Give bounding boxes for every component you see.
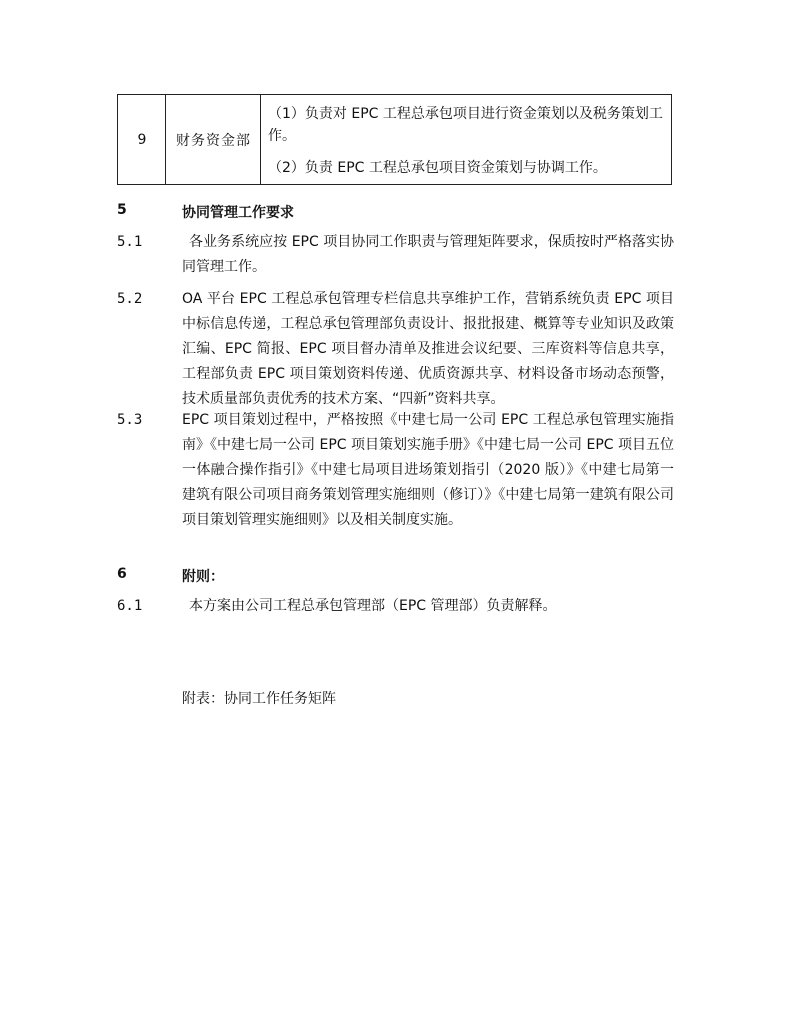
section-5-title: 协同管理工作要求 <box>182 205 294 221</box>
section-6-title: 附则： <box>182 569 224 585</box>
appendix-note: 附表：协同工作任务矩阵 <box>182 691 336 707</box>
item-5-3-text: EPC 项目策划过程中，严格按照《中建七局一公司 EPC 工程总承包管理实施指南》《中建七局一公司 EPC 项目策划实施手册》《中建七局一公司 EPC 项目五位一体融合操作指引》《中建七局项目进场策划指引（2020 版）》《中建七局第一建筑有限公司项目商务策划管理实施细则（修订）》《中建七局第一建筑有限公司项目策划管理实施细则》以及相关制度实施。 <box>182 412 674 528</box>
section-6-number: 6 <box>117 566 127 582</box>
table-cell-number: 9 <box>137 131 147 148</box>
section-5-number: 5 <box>117 202 127 218</box>
table-cell-duties <box>268 103 668 179</box>
item-5-3-number: 5.3 <box>117 412 143 428</box>
item-5-1-number: 5.1 <box>117 234 143 250</box>
item-5-2-text: OA 平台 EPC 工程总承包管理专栏信息共享维护工作，营销系统负责 EPC 项目中标信息传递，工程总承包管理部负责设计、报批报建、概算等专业知识及政策汇编、EPC 简报、EPC 项目督办清单及推进会议纪要、三库资料等信息共享，工程部负责 EPC 项目策划资料传递、优质资源共享、材料设备市场动态预警，技术质量部负责优秀的技术方案、“四新”资料共享。 <box>182 291 674 407</box>
duty-item-1: （1）负责对 EPC 工程总承包项目进行资金策划以及税务策划工作。 <box>268 106 663 144</box>
duty-item-2: （2）负责 EPC 工程总承包项目资金策划与协调工作。 <box>268 160 607 176</box>
item-5-2-number: 5.2 <box>117 291 143 307</box>
item-6-1-text: 本方案由公司工程总承包管理部（EPC 管理部）负责解释。 <box>189 598 557 614</box>
responsibility-table <box>117 94 672 185</box>
item-6-1-number: 6.1 <box>117 598 143 614</box>
table-cell-department: 财务资金部 <box>176 132 251 149</box>
item-5-1-text: 各业务系统应按 EPC 项目协同工作职责与管理矩阵要求，保质按时严格落实协同管理工作。 <box>182 234 674 275</box>
